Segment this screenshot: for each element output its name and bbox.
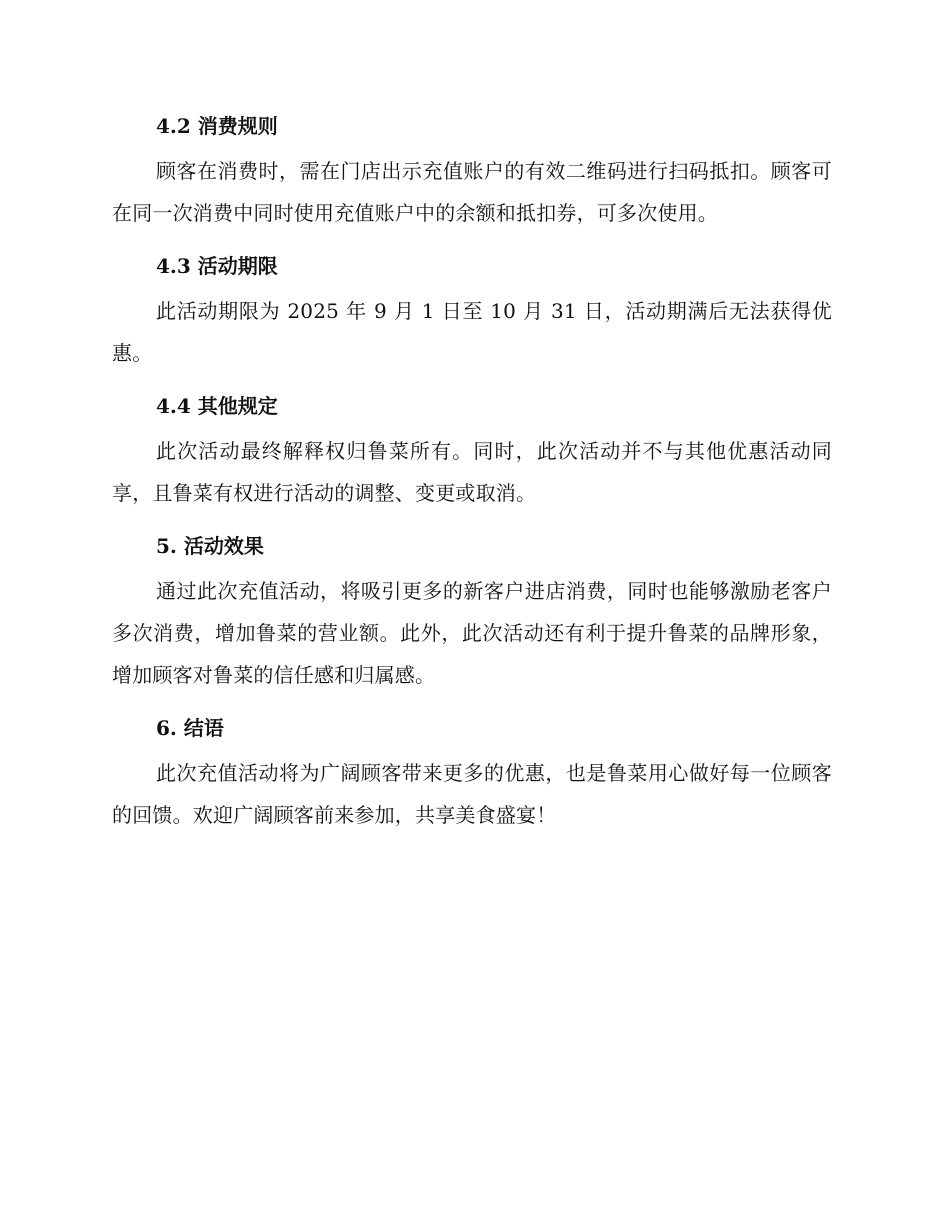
section-other-rules xyxy=(112,388,832,514)
section-heading: 6. 结语 xyxy=(156,716,224,740)
section-paragraph: 此活动期限为 2025 年 9 月 1 日至 10 月 31 日，活动期满后无法获得优惠。 xyxy=(112,299,832,365)
section-conclusion xyxy=(112,710,832,836)
section-activity-effect xyxy=(112,528,832,696)
document-page xyxy=(112,108,832,850)
section-consumption-rules xyxy=(112,108,832,234)
section-heading: 4.3 活动期限 xyxy=(156,254,278,278)
section-heading: 4.4 其他规定 xyxy=(156,394,278,418)
section-heading: 4.2 消费规则 xyxy=(156,114,278,138)
section-heading: 5. 活动效果 xyxy=(156,534,264,558)
section-paragraph: 顾客在消费时，需在门店出示充值账户的有效二维码进行扫码抵扣。顾客可在同一次消费中同时使用充值账户中的余额和抵扣券，可多次使用。 xyxy=(112,159,832,225)
section-paragraph: 通过此次充值活动，将吸引更多的新客户进店消费，同时也能够激励老客户多次消费，增加鲁菜的营业额。此外，此次活动还有利于提升鲁菜的品牌形象，增加顾客对鲁菜的信任感和归属感。 xyxy=(112,579,832,687)
section-paragraph: 此次活动最终解释权归鲁菜所有。同时，此次活动并不与其他优惠活动同享，且鲁菜有权进行活动的调整、变更或取消。 xyxy=(112,439,832,505)
section-paragraph: 此次充值活动将为广阔顾客带来更多的优惠，也是鲁菜用心做好每一位顾客的回馈。欢迎广阔顾客前来参加，共享美食盛宴！ xyxy=(112,761,832,827)
section-activity-period xyxy=(112,248,832,374)
